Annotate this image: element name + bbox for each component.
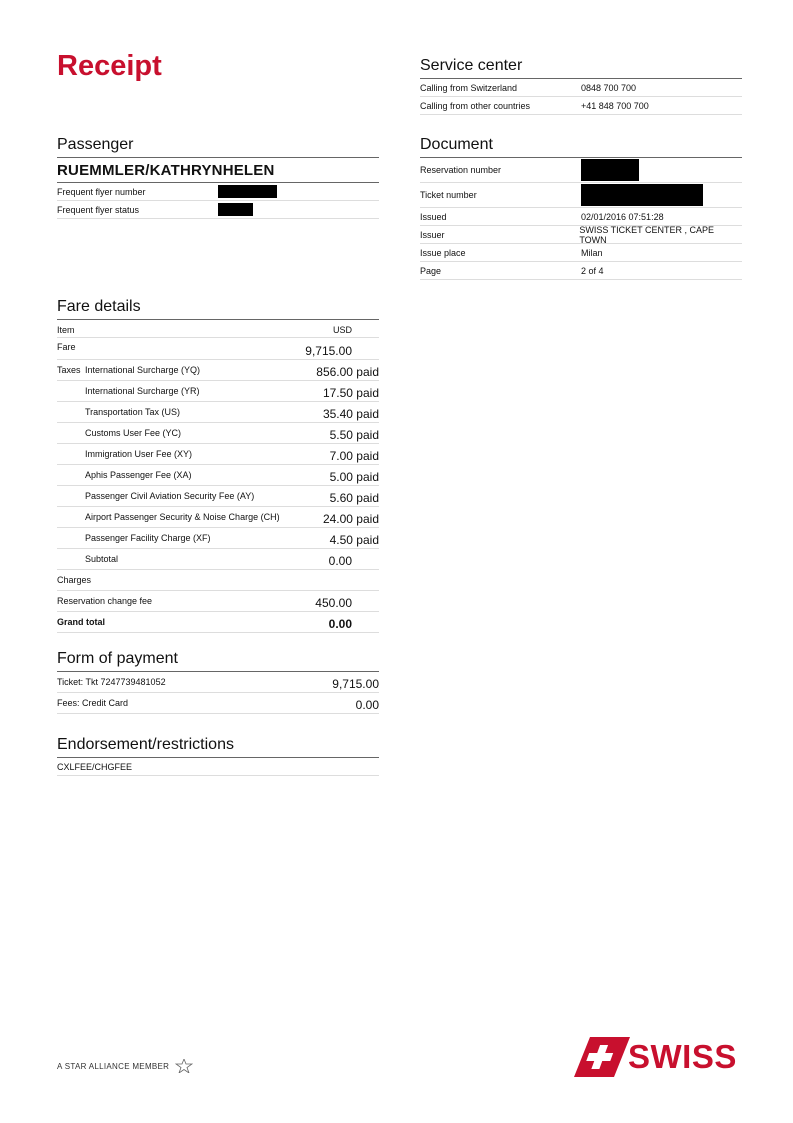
ticket-label: Ticket number [420,190,477,200]
page-title: Receipt [57,50,162,82]
document-value: Milan [581,247,603,258]
fare-amount: 9,715.00 [305,344,352,358]
tax-label: Transportation Tax (US) [85,407,181,417]
tax-amount: 856.00 paid [316,365,379,379]
grand-total-label: Grand total [57,617,106,627]
document-value: 02/01/2016 07:51:28 [581,211,664,222]
change-fee-label: Reservation change fee [57,596,153,606]
tax-row [57,465,379,486]
service-label: Calling from Switzerland [420,82,518,93]
swiss-wordmark: SWISS [628,1038,737,1075]
endorsement-row [57,758,379,776]
subtotal-row [57,549,379,570]
tax-amount: 17.50 paid [322,386,379,400]
swiss-logo [574,1037,744,1077]
payment-value: 9,715.00 [332,677,379,691]
tax-row [57,507,379,528]
tax-label: International Surcharge (YQ) [85,365,201,375]
tax-label: Passenger Facility Charge (XF) [85,533,211,543]
tax-row [57,423,379,444]
document-section [420,136,742,280]
payment-heading: Form of payment [57,650,379,672]
passenger-name: RUEMMLER/KATHRYNHELEN [57,158,379,183]
payment-section [57,650,379,714]
document-row [420,244,742,262]
tax-row [57,381,379,402]
tax-row [57,528,379,549]
payment-row [57,672,379,693]
document-row [420,226,742,244]
redacted-block [581,159,639,181]
endorsement-heading: Endorsement/restrictions [57,736,379,758]
document-label: Issuer [420,229,445,240]
document-value: SWISS TICKET CENTER , CAPE TOWN [579,224,715,245]
endorsement-text: CXLFEE/CHGFEE [57,761,133,772]
service-center-heading: Service center [420,57,742,79]
fare-heading: Fare details [57,298,379,320]
grand-total-amount: 0.00 [328,617,352,631]
document-row [420,262,742,280]
star-alliance-label: A STAR ALLIANCE MEMBER [57,1061,170,1071]
tax-label: Passenger Civil Aviation Security Fee (AY) [85,491,255,501]
tax-row [57,360,379,381]
ff-number-label: Frequent flyer number [57,186,146,197]
tax-amount: 7.00 paid [329,449,379,463]
tax-label: Immigration User Fee (XY) [85,449,193,459]
document-label: Issue place [420,247,466,258]
document-value: 2 of 4 [581,265,604,276]
tax-label: Airport Passenger Security & Noise Charge (CH) [85,512,280,522]
document-row [420,183,742,208]
tax-amount: 5.60 paid [329,491,379,505]
tax-row [57,402,379,423]
tax-amount: 4.50 paid [329,533,379,547]
tax-label: Aphis Passenger Fee (XA) [85,470,192,480]
fare-section [57,298,379,633]
redacted-block [581,184,703,206]
service-label: Calling from other countries [420,100,531,111]
star-alliance-text [57,1059,193,1073]
payment-value: 0.00 [355,698,379,712]
document-row [420,208,742,226]
service-value: 0848 700 700 [581,82,637,93]
payment-row [57,693,379,714]
tax-amount: 5.50 paid [329,428,379,442]
redacted-block [218,185,277,198]
passenger-section [57,136,379,219]
subtotal-label: Subtotal [85,554,119,564]
service-value: +41 848 700 700 [581,100,649,111]
passenger-heading: Passenger [57,136,379,158]
service-row [420,79,742,97]
document-heading: Document [420,136,742,158]
passenger-row [57,183,379,201]
grand-total-row [57,612,379,633]
passenger-row [57,201,379,219]
tax-amount: 35.40 paid [322,407,379,421]
tax-label: Customs User Fee (YC) [85,428,182,438]
document-label: Page [420,265,442,276]
fare-header-row [57,320,379,338]
tax-amount: 24.00 paid [322,512,379,526]
change-fee-row [57,591,379,612]
ff-status-label: Frequent flyer status [57,204,140,215]
service-row [420,97,742,115]
tax-row [57,486,379,507]
charges-row [57,570,379,591]
tax-row [57,444,379,465]
reservation-label: Reservation number [420,165,502,175]
endorsement-section [57,736,379,776]
fare-row [57,338,379,360]
swiss-flag-icon [574,1037,630,1077]
document-row [420,158,742,183]
tax-label: International Surcharge (YR) [85,386,200,396]
star-alliance-icon [175,1059,193,1073]
item-label: Item [57,325,75,335]
service-center-section [420,57,742,115]
subtotal-amount: 0.00 [328,554,352,568]
redacted-block [218,203,253,216]
payment-label: Fees: Credit Card [57,698,129,708]
currency-label: USD [332,325,352,335]
change-fee-amount: 450.00 [315,596,352,610]
document-label: Issued [420,211,447,222]
charges-label: Charges [57,575,92,585]
tax-amount: 5.00 paid [329,470,379,484]
payment-label: Ticket: Tkt 7247739481052 [57,677,166,687]
fare-label: Fare [57,342,76,352]
taxes-label: Taxes [57,365,81,375]
